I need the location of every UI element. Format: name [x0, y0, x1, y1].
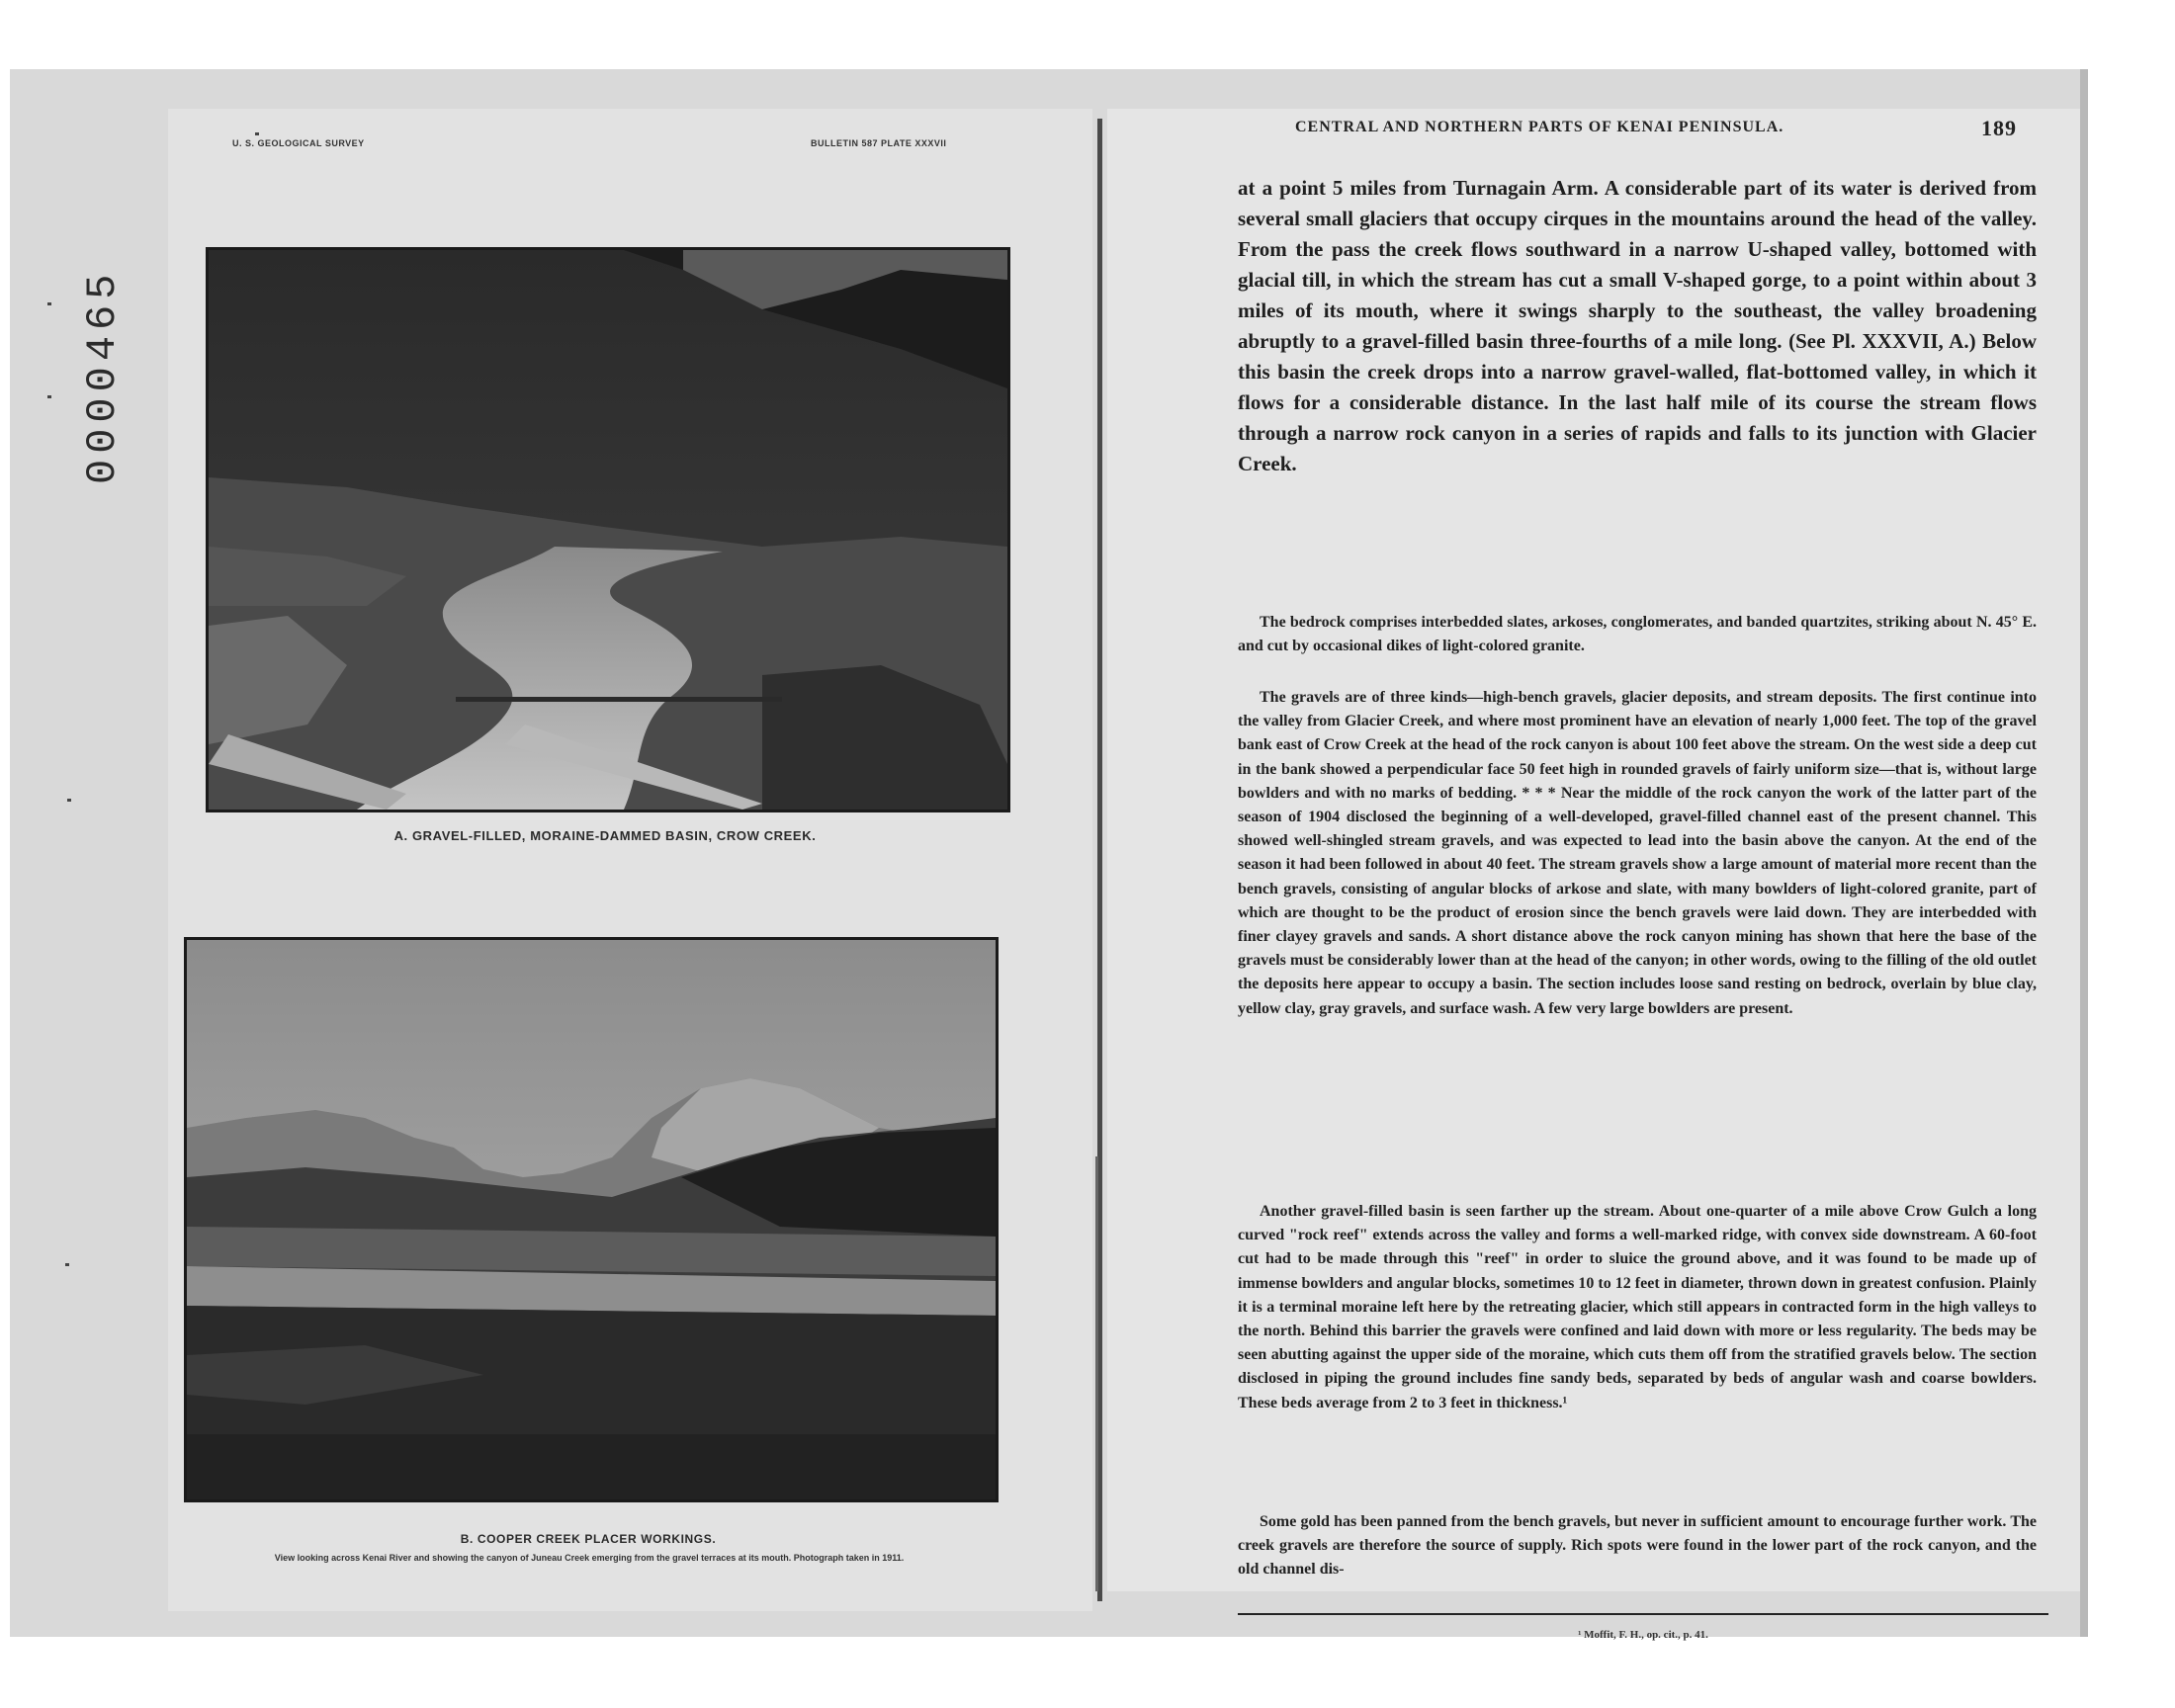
photo-b-cooper-creek [184, 937, 999, 1502]
footnote-rule [1238, 1613, 2048, 1615]
plate-header-left: U. S. GEOLOGICAL SURVEY [232, 138, 365, 148]
running-head [1295, 116, 2017, 140]
paragraph-bedrock: The bedrock comprises interbedded slates, arkoses, conglomerates, and banded quartzites, striking about N. 45° E. and cut by occasional dikes of light-colored granite. [1238, 614, 2037, 655]
archive-stamp: 0000465 [79, 268, 127, 484]
paragraph-gold: Some gold has been panned from the bench gravels, but never in sufficient amount to encourage further work. The creek gravels are therefore the source of supply. Rich spots were found in the lower part of the rock canyon, and the old channel dis- [1238, 1513, 2037, 1579]
binding-gutter-lower [1095, 1156, 1098, 1591]
dust-speck [47, 302, 51, 305]
dust-speck [65, 1263, 69, 1266]
dust-speck [47, 395, 51, 398]
page-number: 189 [1981, 116, 2017, 140]
plate-header-right: BULLETIN 587 PLATE XXXVII [811, 138, 947, 148]
photo-b-caption: B. COOPER CREEK PLACER WORKINGS. [460, 1532, 717, 1546]
photo-a-caption: A. GRAVEL-FILLED, MORAINE-DAMMED BASIN, CROW CREEK. [393, 828, 817, 843]
footnote: ¹ Moffit, F. H., op. cit., p. 41. [1578, 1629, 1708, 1641]
dust-speck [255, 132, 259, 135]
running-head-title: CENTRAL AND NORTHERN PARTS OF KENAI PENINSULA. [1295, 119, 1784, 135]
paragraph-basin: Another gravel-filled basin is seen farther up the stream. About one-quarter of a mile above Crow Gulch a long curved "rock reef" extends across the valley and forms a well-marked ridge, with convex side downstream. A 60-foot cut had to be made through this "reef" in order to sluice the ground above, and it was found to be made up of immense bowlders and angular blocks, sometimes 10 to 12 feet in diameter, thrown down in greatest confusion. Plainly it is a terminal moraine left here by the retreating glacier, which still appears in contracted form in the high valleys to the north. Behind this barrier the gravels were confined and laid down with more or less regularity. The beds may be seen abutting against the upper side of the moraine, which cuts them off from the stratified gravels below. The section disclosed in piping the ground includes fine sandy beds, separated by beds of angular wash and coarse bowlders. These beds average from 2 to 3 feet in thickness.¹ [1238, 1203, 2037, 1411]
scan-edge [2080, 69, 2088, 1637]
photo-a-crow-creek-basin [206, 247, 1010, 812]
dust-speck [67, 799, 71, 802]
photo-b-subcaption: View looking across Kenai River and showing the canyon of Juneau Creek emerging from the gravel terraces at its mouth. Photograph taken in 1911. [274, 1553, 905, 1563]
paragraph-gravels: The gravels are of three kinds—high-bench gravels, glacier deposits, and stream deposits. The first continue into the valley from Glacier Creek, and where most prominent have an elevation of nearly 1,000 feet. The top of the gravel bank east of Crow Creek at the head of the rock canyon is about 100 feet above the stream. On the west side a deep cut in the bank showed a perpendicular face 50 feet high in rounded gravels of fairly uniform size—that is, without large bowlders and with no marks of bedding. * * * Near the middle of the rock canyon the work of the latter part of the season of 1904 disclosed the beginning of a well-developed, gravel-filled channel east of the present channel. This showed well-shingled stream gravels, and was expected to lead into the basin above the canyon. At the end of the season it had been followed in about 40 feet. The stream gravels show a large amount of material more recent than the bench gravels, consisting of angular blocks of arkose and slate, with many bowlders of light-colored granite, part of which are thought to be the product of erosion since the bench gravels were laid down. They are interbedded with finer clayey gravels and sands. A short distance above the rock canyon mining has shown that here the base of the gravels must be considerably lower than at the head of the canyon; in other words, owing to the filling of the old outlet the deposits here appear to occupy a basin. The section includes loose sand resting on bedrock, overlain by blue clay, yellow clay, gray gravels, and surface wash. A few very large bowlders are present. [1238, 689, 2037, 1017]
paragraph-intro: at a point 5 miles from Turnagain Arm. A considerable part of its water is derived from several small glaciers that occupy cirques in the mountains around the head of the valley. From the pass the creek flows southward in a narrow U-shaped valley, bottomed with glacial till, in which the stream has cut a small V-shaped gorge, to a point within about 3 miles of its mouth, where it swings sharply to the southeast, the valley broadening abruptly to a gravel-filled basin three-fourths of a mile long. (See Pl. XXXVII, A.) Below this basin the creek drops into a narrow gravel-walled, flat-bottomed valley, in which it flows for a considerable distance. In the last half mile of its course the stream flows through a narrow rock canyon in a series of rapids and falls to its junction with Glacier Creek. [1238, 176, 2037, 475]
